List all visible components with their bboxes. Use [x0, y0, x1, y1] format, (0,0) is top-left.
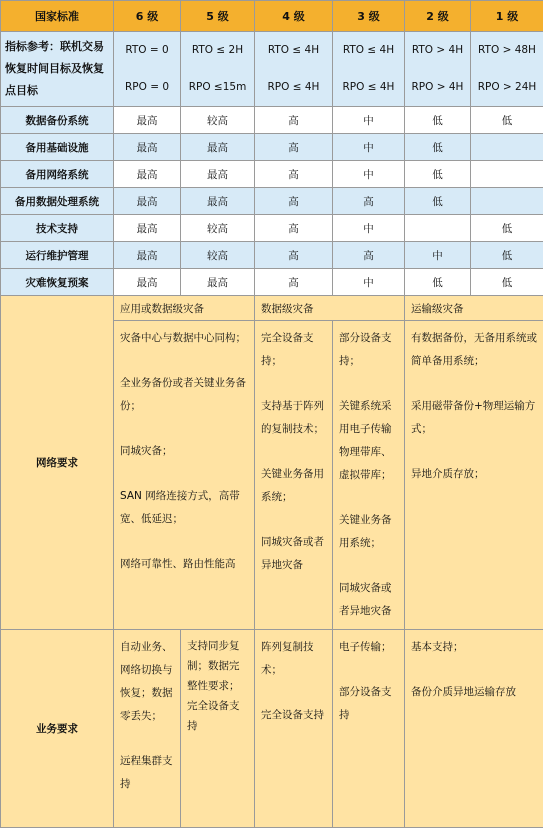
table-cell: 最高 — [114, 242, 181, 269]
table-cell: 中 — [333, 161, 405, 188]
business-level-5 — [181, 630, 255, 828]
network-subheader-row — [1, 296, 543, 321]
header-row — [1, 1, 543, 32]
metric-level-6 — [114, 32, 181, 107]
list-item: 有数据备份，无备用系统或简单备用系统； — [411, 332, 537, 367]
metric-level-1 — [471, 32, 543, 107]
table-cell: 最高 — [181, 188, 255, 215]
table-cell: 最高 — [114, 107, 181, 134]
list-item: 网络可靠性、路由性能高 — [120, 558, 236, 570]
table-row — [1, 134, 543, 161]
business-level-2-1 — [405, 630, 543, 828]
row-label: 备用数据处理系统 — [1, 188, 114, 215]
table-row — [1, 107, 543, 134]
table-cell: 低 — [405, 134, 471, 161]
rto-value: RTO > 4H — [411, 44, 464, 56]
row-label: 备用基础设施 — [1, 134, 114, 161]
table-cell: 最高 — [181, 269, 255, 296]
table-cell: 高 — [255, 134, 333, 161]
table-cell: 最高 — [114, 134, 181, 161]
table-cell: 低 — [405, 188, 471, 215]
table-cell: 最高 — [181, 134, 255, 161]
list-item: 同城灾备或者异地灾备 — [339, 582, 392, 617]
business-level-6 — [114, 630, 181, 828]
data-level-3-content — [333, 321, 405, 630]
transport-level-header: 运输级灾备 — [405, 296, 543, 321]
table-cell: 高 — [333, 188, 405, 215]
rpo-value: RPO > 24H — [477, 81, 537, 93]
list-item: 关键系统采用电子传输物理带库、虚拟带库； — [339, 400, 392, 481]
table-cell: 低 — [405, 107, 471, 134]
row-label: 数据备份系统 — [1, 107, 114, 134]
table-cell: 较高 — [181, 107, 255, 134]
header-level-1: 1 级 — [471, 1, 543, 32]
data-level-header: 数据级灾备 — [255, 296, 405, 321]
table-cell — [405, 215, 471, 242]
table-cell: 低 — [471, 215, 543, 242]
header-level-6: 6 级 — [114, 1, 181, 32]
business-level-3 — [333, 630, 405, 828]
network-label: 网络要求 — [1, 296, 114, 630]
metrics-row — [1, 32, 543, 107]
table-row — [1, 215, 543, 242]
rpo-value: RPO = 0 — [124, 81, 170, 93]
metric-level-3 — [333, 32, 405, 107]
table-cell: 最高 — [114, 161, 181, 188]
table-cell: 低 — [471, 269, 543, 296]
table-cell: 高 — [255, 161, 333, 188]
table-cell: 低 — [405, 269, 471, 296]
list-item: 自动业务、网络切换与恢复；数据零丢失； — [120, 641, 173, 722]
table-cell: 较高 — [181, 215, 255, 242]
table-cell — [471, 161, 543, 188]
metrics-label: 指标参考：联机交易恢复时间目标及恢复点目标 — [1, 32, 114, 107]
rpo-value: RPO > 4H — [411, 81, 464, 93]
metric-level-2 — [405, 32, 471, 107]
table-cell: 较高 — [181, 242, 255, 269]
business-level-4 — [255, 630, 333, 828]
list-item: SAN 网络连接方式，高带宽、低延迟； — [120, 490, 240, 525]
rpo-value: RPO ≤ 4H — [267, 81, 320, 93]
header-level-4: 4 级 — [255, 1, 333, 32]
row-label: 备用网络系统 — [1, 161, 114, 188]
header-level-2: 2 级 — [405, 1, 471, 32]
app-level-content — [114, 321, 255, 630]
row-label: 运行维护管理 — [1, 242, 114, 269]
table-row — [1, 242, 543, 269]
table-row — [1, 161, 543, 188]
table-cell: 高 — [255, 242, 333, 269]
header-standard: 国家标准 — [1, 1, 114, 32]
table-cell: 低 — [471, 242, 543, 269]
list-item: 采用磁带备份+物理运输方式； — [411, 400, 536, 435]
list-item: 同城灾备或者异地灾备 — [261, 536, 324, 571]
table-cell — [471, 134, 543, 161]
table-cell: 最高 — [114, 188, 181, 215]
list-item: 基本支持； — [411, 641, 464, 653]
table-cell: 中 — [333, 269, 405, 296]
rpo-value: RPO ≤ 4H — [342, 81, 395, 93]
list-item: 完全设备支持 — [261, 709, 324, 721]
metric-level-5 — [181, 32, 255, 107]
list-item: 电子传输； — [339, 641, 392, 653]
list-item: 备份介质异地运输存放 — [411, 686, 516, 698]
table-cell: 最高 — [114, 215, 181, 242]
table-cell: 中 — [405, 242, 471, 269]
rto-value: RTO ≤ 2H — [191, 44, 244, 56]
list-item: 阵列复制技术； — [261, 641, 314, 676]
metric-level-4 — [255, 32, 333, 107]
transport-level-content — [405, 321, 543, 630]
rto-value: RTO ≤ 4H — [267, 44, 320, 56]
table-cell: 高 — [255, 215, 333, 242]
list-item: 同城灾备； — [120, 445, 173, 457]
app-level-header: 应用或数据级灾备 — [114, 296, 255, 321]
table-cell: 最高 — [114, 269, 181, 296]
rto-value: RTO ≤ 4H — [342, 44, 395, 56]
list-item: 支持同步复制；数据完整性要求；完全设备支持 — [187, 640, 240, 732]
table-cell: 最高 — [181, 161, 255, 188]
rto-value: RTO = 0 — [125, 44, 169, 56]
list-item: 部分设备支持； — [339, 332, 392, 367]
list-item: 灾备中心与数据中心同构； — [120, 332, 246, 344]
list-item: 支持基于阵列的复制技术； — [261, 400, 324, 435]
business-label: 业务要求 — [1, 630, 114, 828]
table-row — [1, 188, 543, 215]
list-item: 关键业务备用系统； — [339, 514, 392, 549]
table-cell: 高 — [255, 107, 333, 134]
header-level-3: 3 级 — [333, 1, 405, 32]
row-label: 灾难恢复预案 — [1, 269, 114, 296]
list-item: 关键业务备用系统； — [261, 468, 324, 503]
table-cell: 高 — [333, 242, 405, 269]
business-row — [1, 630, 543, 828]
table-cell: 低 — [405, 161, 471, 188]
table-cell: 中 — [333, 134, 405, 161]
table-row — [1, 269, 543, 296]
table-cell — [471, 188, 543, 215]
header-level-5: 5 级 — [181, 1, 255, 32]
table-cell: 高 — [255, 188, 333, 215]
list-item: 完全设备支持； — [261, 332, 314, 367]
data-level-4-content — [255, 321, 333, 630]
rpo-value: RPO ≤15m — [188, 81, 247, 93]
rto-value: RTO > 48H — [478, 44, 536, 56]
table-cell: 低 — [471, 107, 543, 134]
list-item: 异地介质存放； — [411, 468, 485, 480]
row-label: 技术支持 — [1, 215, 114, 242]
list-item: 远程集群支持 — [120, 755, 173, 790]
table-cell: 中 — [333, 215, 405, 242]
table-cell: 高 — [255, 269, 333, 296]
list-item: 部分设备支持 — [339, 686, 392, 721]
list-item: 全业务备份或者关键业务备份； — [120, 377, 246, 412]
table-cell: 中 — [333, 107, 405, 134]
